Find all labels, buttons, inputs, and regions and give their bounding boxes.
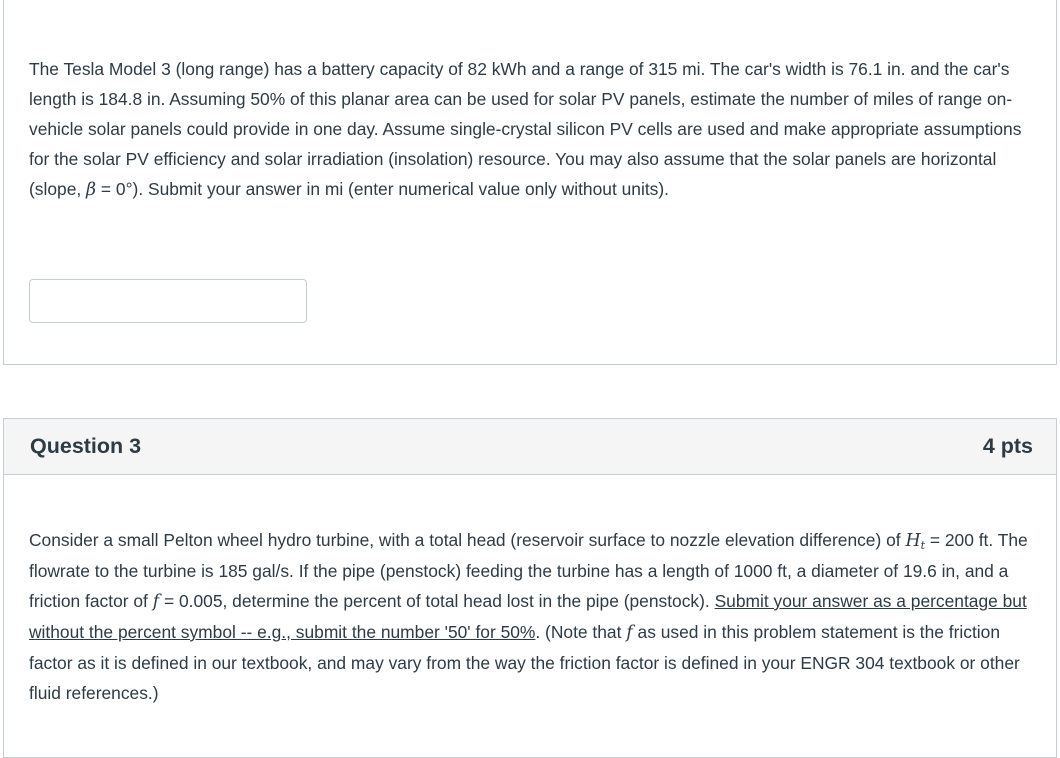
question-3-text-part5: as used in this problem statement is the friction factor as it is defined in our textbook, and may vary from the way the friction factor is defined in your ENGR 304 textbook or other fluid references.)	[29, 622, 1020, 703]
question-2-answer-input[interactable]	[29, 279, 307, 323]
question-3-underlined-instruction: Submit your answer as a percentage but without the percent symbol -- e.g., submit the number '50' for 50%	[29, 591, 1027, 642]
beta-symbol: β	[86, 180, 97, 200]
question-2-text	[29, 54, 1032, 205]
question-2-text-part2: = 0°). Submit your answer in mi (enter numerical value only without units).	[96, 179, 669, 199]
ht-subscript: t	[920, 539, 926, 552]
f-symbol: f	[152, 592, 160, 612]
question-3-text-part1: Consider a small Pelton wheel hydro turbine, with a total head (reservoir surface to nozzle elevation difference) of	[29, 530, 906, 550]
question-3-text	[29, 525, 1032, 708]
question-2-text-part1: The Tesla Model 3 (long range) has a battery capacity of 82 kWh and a range of 315 mi. The car's width is 76.1 in. and the car's length is 184.8 in. Assuming 50% of this planar area can be used for solar PV panels, estimate the number of miles of range on-vehicle solar panels could provide in one day. Assume single-crystal silicon PV cells are used and make appropriate assumptions for the solar PV efficiency and solar irradiation (insolation) resource. You may also assume that the solar panels are horizontal (slope,	[29, 59, 1022, 199]
question-3-points: 4 pts	[982, 434, 1033, 458]
question-2-body	[4, 0, 1056, 205]
question-3-title: Question 3	[30, 434, 142, 458]
question-3-body	[4, 419, 1056, 708]
ht-symbol: H	[905, 531, 921, 551]
question-3-text-part2: = 200 ft. The flowrate to the turbine is 185 gal/s. If the pipe (penstock) feeding the turbine has a length of 1000 ft, a diameter of 19.6 in, and a friction factor of	[29, 530, 1028, 611]
f-symbol-2: f	[626, 623, 633, 643]
question-3-card	[3, 418, 1057, 758]
question-2-card	[3, 0, 1057, 365]
question-3-text-part4: . (Note that	[535, 622, 627, 642]
question-3-text-part3: = 0.005, determine the percent of total head lost in the pipe (penstock).	[159, 591, 715, 611]
